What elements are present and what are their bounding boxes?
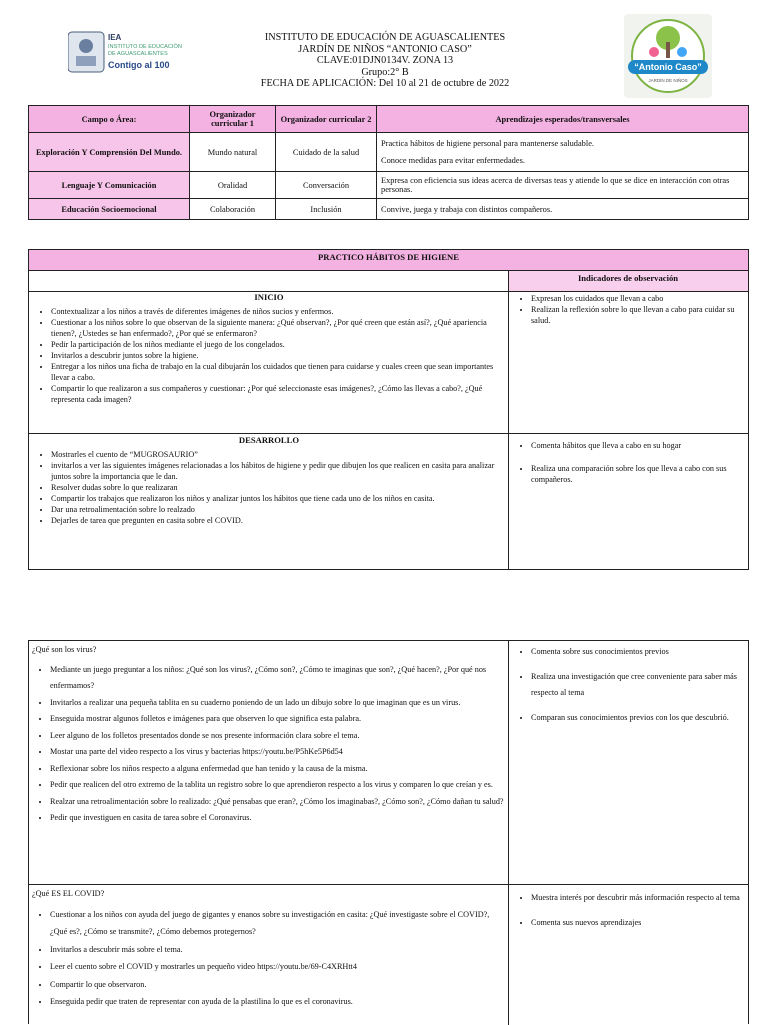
inicio-indicators — [513, 293, 745, 326]
curriculum-table — [28, 105, 749, 220]
covid-indicator-list — [513, 890, 745, 931]
org2-cell: Conversación — [276, 172, 377, 199]
indicator-item: • Realiza una investigación que cree conveniente para saber más respecto al tema — [531, 669, 745, 702]
svg-text:JARDÍN DE NIÑOS: JARDÍN DE NIÑOS — [648, 78, 688, 83]
list-item: • Compartir lo que realizaron a sus compañeros y cuestionar: ¿Por qué seleccionaste esas imágenes?, ¿Cómo las llevas a cabo?, ¿Qué representa cada imagen? — [51, 383, 505, 405]
org1-cell: Oralidad — [190, 172, 276, 199]
list-item: • Mediante un juego preguntar a los niños: ¿Qué son los virus?, ¿Cómo son?, ¿Cómo te imaginas que son?, ¿Qué hacen?, ¿Por qué nos enfermamos? — [50, 662, 506, 695]
list-item: • Contextualizar a los niños a través de diferentes imágenes de niños sucios y enfermos. — [51, 306, 505, 317]
indicator-item: • Realiza una comparación sobre los que lleva a cabo con sus compañeros. — [531, 463, 745, 485]
list-item: • Pedir que investiguen en casita de tarea sobre el Coronavirus. — [50, 810, 506, 827]
indicator-item: • Comenta hábitos que lleva a cabo en su hogar — [531, 440, 745, 451]
indicator-item: • Expresan los cuidados que llevan a cabo — [531, 293, 745, 304]
list-item: • Mostar una parte del video respecto a los virus y bacterias https://youtu.be/P5hKe5P6d54 — [50, 744, 506, 761]
aprendizajes-cell: Convive, juega y trabaja con distintos compañeros. — [377, 199, 749, 220]
covid-title: ¿Qué ES EL COVID? — [32, 889, 105, 898]
list-item: • Pedir que realicen del otro extremo de la tablita un registro sobre lo que aprendieron respecto a los virus y comparen lo que creían y es. — [50, 777, 506, 794]
header-school: JARDÍN DE NIÑOS “ANTONIO CASO” — [298, 43, 472, 55]
list-item: • Mostrarles el cuento de “MUGROSAURIO” — [51, 449, 505, 460]
desarrollo-section — [33, 435, 505, 526]
desarrollo-indicators — [513, 440, 745, 485]
list-item: • Invitarlos a realizar una pequeña tablita en su cuaderno poniendo de un lado un dibujo sobre lo que imaginan que es un virus. — [50, 695, 506, 712]
header-aprendizajes: Aprendizajes esperados/transversales — [377, 106, 749, 133]
list-item: • Leer el cuento sobre el COVID y mostrarles un pequeño video https://youtu.be/69-C4XRHtt4 — [50, 958, 506, 976]
indicators-header: Indicadores de observación — [508, 271, 748, 292]
aprendizajes-cell — [377, 133, 749, 172]
list-item: • Dejarles de tarea que pregunten en casita sobre el COVID. — [51, 515, 505, 526]
org2-cell: Cuidado de la salud — [276, 133, 377, 172]
desarrollo-indicator-list — [513, 440, 745, 485]
indicator-item: • Muestra interés por descubrir más información respecto al tema — [531, 890, 745, 907]
list-item: • Compartir los trabajos que realizaron los niños y analizar juntos los hábitos que tiene cada uno de los niños en casita. — [51, 493, 505, 504]
list-item: • Leer alguno de los folletos presentados donde se nos presente información clara sobre el tema. — [50, 728, 506, 745]
covid-section — [32, 886, 506, 1011]
inicio-list — [33, 306, 505, 405]
header-institute: INSTITUTO DE EDUCACIÓN DE AGUASCALIENTES — [264, 32, 506, 43]
activity-title: PRACTICO HÁBITOS DE HIGIENE — [29, 250, 748, 271]
svg-text:IEA: IEA — [108, 33, 122, 42]
curriculum-row — [29, 133, 749, 172]
document-header — [0, 0, 768, 100]
virus-list — [32, 662, 506, 827]
list-item: • Reflexionar sobre los niños respecto a alguna enfermedad que han tenido y la causa de la misma. — [50, 761, 506, 778]
virus-indicators — [513, 644, 745, 726]
aprendizaje-text: Conoce medidas para evitar enfermedades. — [381, 156, 525, 165]
org1-cell: Colaboración — [190, 199, 276, 220]
indicator-item: • Realizan la reflexión sobre lo que llevan a cabo para cuidar su salud. — [531, 304, 745, 326]
list-item: • Invitarlos a descubrir más sobre el tema. — [50, 941, 506, 959]
campo-cell: Lenguaje Y Comunicación — [29, 172, 190, 199]
curriculum-row — [29, 172, 749, 199]
list-item: • invitarlos a ver las siguientes imágenes relacionadas a los hábitos de higiene y pedir que dibujen los que realicen en casita para analizar juntos sobre la importancia que le dan. — [51, 460, 505, 482]
virus-covid-table — [28, 640, 749, 1024]
header-date: FECHA DE APLICACIÓN: Del 10 al 21 de octubre de 2022 — [260, 78, 510, 90]
indicator-item: • Comenta sus nuevos aprendizajes — [531, 915, 745, 932]
header-lines — [230, 32, 540, 90]
school-logo — [624, 14, 712, 98]
aprendizaje-text: Practica hábitos de higiene personal para mantenerse saludable. — [381, 139, 595, 148]
list-item: • Compartir lo que observaron. — [50, 976, 506, 994]
list-item: • Pedir la participación de los niños mediante el juego de los congelados. — [51, 339, 505, 350]
svg-text:DE AGUASCALIENTES: DE AGUASCALIENTES — [108, 51, 168, 57]
org1-cell: Mundo natural — [190, 133, 276, 172]
header-campo: Campo o Área: — [29, 106, 190, 133]
virus-indicator-list — [513, 644, 745, 726]
campo-cell: Exploración Y Comprensión Del Mundo. — [29, 133, 190, 172]
curriculum-row — [29, 199, 749, 220]
campo-cell: Educación Socioemocional — [29, 199, 190, 220]
indicator-item: • Comenta sobre sus conocimientos previos — [531, 644, 745, 661]
activity-table — [28, 249, 749, 570]
inicio-indicator-list — [513, 293, 745, 326]
desarrollo-title: DESARROLLO — [238, 435, 300, 445]
aprendizajes-cell: Expresa con eficiencia sus ideas acerca de diversas teas y atiende lo que se dice en interacción con otras personas. — [377, 172, 749, 199]
covid-list — [32, 906, 506, 1011]
desarrollo-list — [33, 449, 505, 526]
list-item: • Enseguida mostrar algunos folletos e imágenes para que observen lo que significa esta palabra. — [50, 711, 506, 728]
virus-title: ¿Qué son los virus? — [32, 645, 97, 654]
svg-text:“Antonio Caso”: “Antonio Caso” — [634, 62, 702, 72]
svg-text:INSTITUTO DE EDUCACIÓN: INSTITUTO DE EDUCACIÓN — [108, 44, 182, 50]
list-item: • Resolver dudas sobre lo que realizaran — [51, 482, 505, 493]
indicator-item: • Comparan sus conocimientos previos con los que descubrió. — [531, 710, 745, 727]
header-group: Grupo:2° B — [361, 66, 409, 78]
header-org1: Organizador curricular 1 — [190, 106, 276, 133]
list-item: • Dar una retroalimentación sobre lo realzado — [51, 504, 505, 515]
list-item: • Invitarlos a descubrir juntos sobre la higiene. — [51, 350, 505, 361]
virus-section — [32, 642, 506, 827]
list-item: • Cuestionar a los niños sobre lo que observan de la siguiente manera: ¿Qué observan?, ¿Por qué creen que están así?, ¿Qué apariencia tienen?, ¿Ustedes se han enfermado?, ¿Por qué se enfermaron? — [51, 317, 505, 339]
org2-cell: Inclusión — [276, 199, 377, 220]
inicio-title: INICIO — [254, 292, 284, 302]
header-clave: CLAVE:01DJN0134V. ZONA 13 — [316, 55, 454, 67]
list-item: • Enseguida pedir que traten de representar con ayuda de la plastilina lo que es el coronavirus. — [50, 993, 506, 1011]
iea-logo — [68, 30, 198, 74]
header-org2: Organizador curricular 2 — [276, 106, 377, 133]
svg-text:Contigo al 100: Contigo al 100 — [108, 60, 170, 70]
curriculum-header-row — [29, 106, 749, 133]
list-item: • Cuestionar a los niños con ayuda del juego de gigantes y enanos sobre su investigación en casita: ¿Qué investigaste sobre el COVID?, ¿Qué es?, ¿Cómo se transmite?, ¿Cómo debemos protegernos? — [50, 906, 506, 941]
list-item: • Entregar a los niños una ficha de trabajo en la cual dibujarán los cuidados que tienen para cuidarse y cuales creen que sean importantes llevar a cabo. — [51, 361, 505, 383]
list-item: • Realzar una retroalimentación sobre lo realizado: ¿Qué pensabas que eran?, ¿Cómo los imaginabas?, ¿Cómo son?, ¿Cómo dañan tu salud? — [50, 794, 506, 811]
covid-indicators — [513, 890, 745, 931]
inicio-section — [33, 292, 505, 405]
